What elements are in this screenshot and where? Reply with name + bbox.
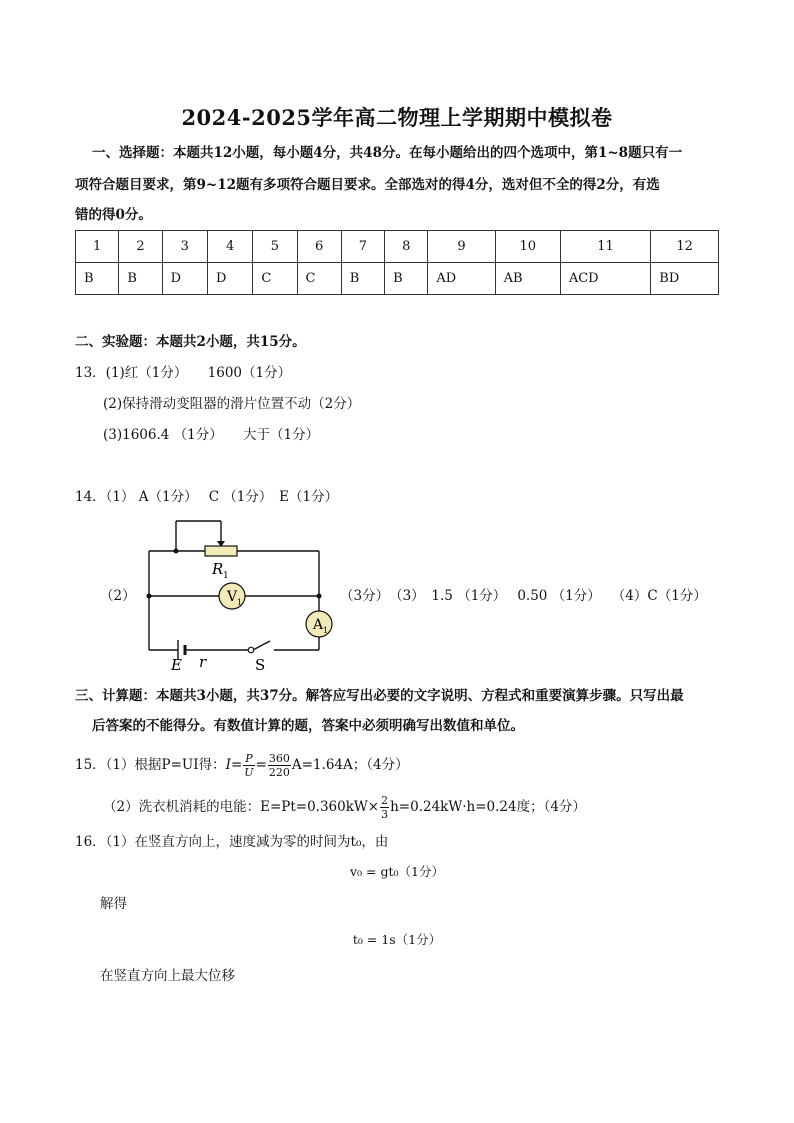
page-title: 2024-2025学年高二物理上学期期中模拟卷 xyxy=(181,105,613,130)
table-cell: 11 xyxy=(560,231,650,263)
resistor-label: R xyxy=(212,560,224,578)
q13-line2: (2)保持滑动变阻器的滑片位置不动（2分） xyxy=(103,396,361,412)
table-cell: 3 xyxy=(162,231,207,263)
q15-2-result: h=0.24kW·h=0.24度；（4分） xyxy=(390,799,586,815)
q15-fraction-denominator: U xyxy=(244,766,254,779)
switch-label: S xyxy=(255,656,266,674)
q15-current-symbol: I xyxy=(225,757,231,773)
q16-solve: 解得 xyxy=(100,896,127,912)
table-cell: AB xyxy=(495,263,560,295)
table-cell: BD xyxy=(651,263,719,295)
q13-line1: 13．(1)红（1分） 1600（1分） xyxy=(75,365,292,381)
table-cell: B xyxy=(341,263,384,295)
table-cell: 10 xyxy=(495,231,560,263)
answer-table-numbers-row xyxy=(76,231,719,263)
q13-line3: (3)1606.4 （1分） 大于（1分） xyxy=(103,427,320,443)
table-cell: C xyxy=(297,263,341,295)
q15-2-denominator: 3 xyxy=(381,808,389,821)
q15-prefix: 15．（1）根据P=UI得： xyxy=(75,757,226,773)
table-cell: D xyxy=(207,263,252,295)
q15-line1: 15．（1）根据P=UI得：I= $\frac{P}{U}$ = $\frac{360}{220}$ A=1.64A；（4分） xyxy=(75,752,409,779)
section3-line2: 后答案的不能得分。有数值计算的题，答案中必须明确写出数值和单位。 xyxy=(92,718,524,734)
q15-result: A=1.64A；（4分） xyxy=(291,757,409,773)
q15-2-prefix: （2）洗衣机消耗的电能：E=Pt=0.360kW× xyxy=(103,799,380,815)
answer-table xyxy=(75,230,719,295)
table-cell: 9 xyxy=(428,231,495,263)
q15-line2 xyxy=(103,794,586,821)
internal-resistance-label: r xyxy=(199,653,207,671)
table-cell: 6 xyxy=(297,231,341,263)
table-cell: 7 xyxy=(341,231,384,263)
voltmeter-label: V xyxy=(227,589,238,605)
answer-table-answers-row xyxy=(76,263,719,295)
circuit-diagram xyxy=(140,515,340,675)
q16-equation1: v₀ = gt₀（1分） xyxy=(350,864,444,879)
table-cell: C xyxy=(253,263,297,295)
ammeter-subscript: 1 xyxy=(323,626,329,635)
table-cell: D xyxy=(162,263,207,295)
q15-value-denominator: 220 xyxy=(268,766,290,779)
switch-contact xyxy=(248,647,254,653)
table-cell: 5 xyxy=(253,231,297,263)
table-cell: AD xyxy=(428,263,495,295)
resistor-symbol xyxy=(205,546,237,556)
section2-heading: 二、实验题：本题共2小题，共15分。 xyxy=(75,334,306,350)
table-cell: 12 xyxy=(651,231,719,263)
table-cell: 2 xyxy=(119,231,162,263)
table-cell: ACD xyxy=(560,263,650,295)
table-cell: 4 xyxy=(207,231,252,263)
q15-fraction-pu xyxy=(243,752,254,779)
q14-line1: 14．（1） A（1分） C （1分） E（1分） xyxy=(75,489,339,505)
resistor-subscript: 1 xyxy=(223,571,229,581)
q15-value-numerator: 360 xyxy=(268,752,290,765)
q16-line1: 16．（1）在竖直方向上，速度减为零的时间为t₀，由 xyxy=(75,834,389,850)
table-cell: 1 xyxy=(76,231,119,263)
section1-line3: 错的得0分。 xyxy=(75,207,152,223)
q15-2-fraction xyxy=(380,794,389,821)
q16-last-line: 在竖直方向上最大位移 xyxy=(100,968,235,984)
table-cell: 8 xyxy=(385,231,428,263)
ammeter-label: A xyxy=(313,617,324,633)
q15-fraction-numerator: P xyxy=(245,752,253,765)
table-cell: B xyxy=(76,263,119,295)
q14-part2-rest: （3分） （3） 1.5 （1分） 0.50 （1分） （4）C（1分） xyxy=(340,588,707,604)
emf-label: E xyxy=(171,656,182,674)
q15-fraction-values xyxy=(268,752,291,779)
section3-line1: 三、计算题：本题共3小题，共37分。解答应写出必要的文字说明、方程式和重要演算步骤。只写出最 xyxy=(75,688,684,704)
section1-line1: 一、选择题：本题共12小题，每小题4分，共48分。在每小题给出的四个选项中，第1~8题只有一 xyxy=(92,145,683,161)
voltmeter-subscript: 1 xyxy=(237,598,243,607)
q16-equation2: t₀ = 1s（1分） xyxy=(352,932,442,947)
section1-line2: 项符合题目要求，第9~12题有多项符合题目要求。全部选对的得4分，选对但不全的得2分，有选 xyxy=(75,177,660,193)
q14-part2-label: （2） xyxy=(100,588,136,604)
table-cell: B xyxy=(119,263,162,295)
table-cell: B xyxy=(385,263,428,295)
q15-2-numerator: 2 xyxy=(381,794,389,807)
